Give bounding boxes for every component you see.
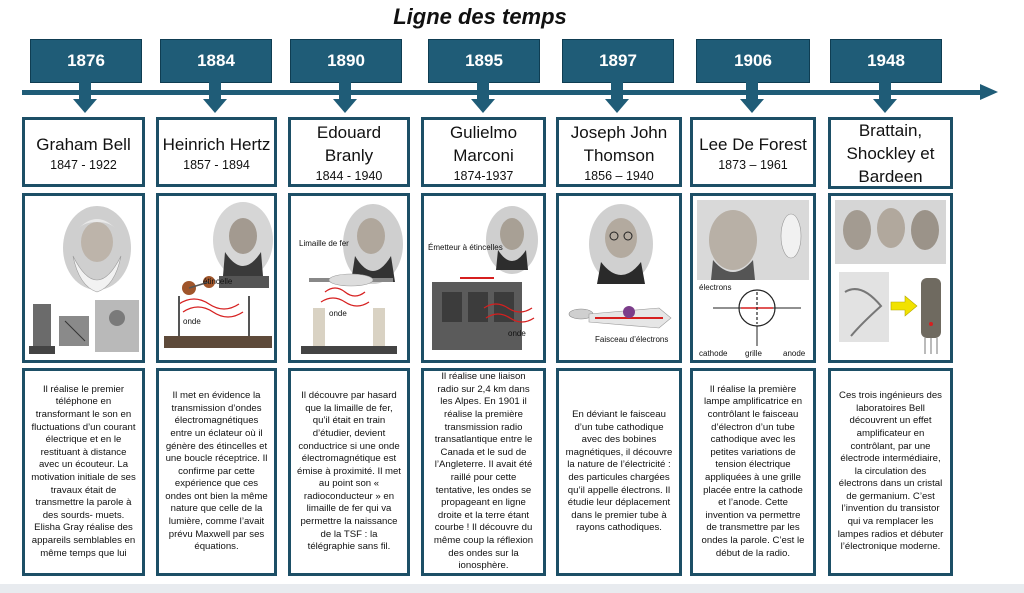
name-box (556, 117, 682, 187)
spark-gap-experiment-illustration (159, 196, 274, 360)
cathode-ray-tube-illustration (559, 196, 679, 360)
down-arrow-icon (611, 80, 623, 100)
transistor-illustration (831, 196, 950, 360)
illustration (828, 193, 953, 363)
inventor-dates: 1847 - 1922 (50, 157, 117, 172)
year-badge: 1948 (830, 39, 942, 83)
inventor-dates: 1844 - 1940 (315, 169, 383, 183)
inventor-name: Brattain, Shockley et Bardeen (846, 120, 935, 186)
label-electrons: électrons (699, 283, 732, 292)
inventor-name: Lee De Forest (699, 134, 807, 154)
year-badge: 1876 (30, 39, 142, 83)
timeline-axis (22, 90, 982, 95)
event-description: Il réalise la première lampe amplificatrice en contrôlant le faisceau d’électron d’un tube cathodique avec les petites variations de tension électrique appliquées à une grille placée entre la cathode et l’anode. Cette invention va permettre de transmettre par les ondes la parole. C’est le début de la radio. (701, 383, 805, 559)
year-badge: 1895 (428, 39, 540, 83)
name-box (156, 117, 277, 187)
down-arrow-icon (477, 80, 489, 100)
event-description: Ces trois ingénieurs des laboratoires Bell découvrent un effet amplificateur en contrôlant, par une électrode intermédiaire, la circulation des électrons dans un cristal de germanium. C’est l’invention du transistor qui va remplacer les lampes radios et débuter l’électronique moderne. (837, 390, 944, 553)
label-onde: onde (183, 317, 201, 326)
year-badge: 1906 (696, 39, 810, 83)
label-grille: grille (745, 349, 762, 358)
description-box (156, 368, 277, 576)
name-box (690, 117, 816, 187)
portrait-and-telephone-illustration (25, 196, 142, 360)
year-badge: 1890 (290, 39, 402, 83)
inventor-dates: 1857 - 1894 (183, 157, 250, 172)
inventor-name: Edouard Branly (316, 123, 382, 165)
event-description: Il réalise une liaison radio sur 2,4 km dans les Alpes. En 1901 il réalise la première transmission radio transatlantique entre le Canada et le sud de l’Angleterre. Il avait été raillé pour cette tentative, les ondes se propageant en ligne droite et la terre étant courbe ! Il découvre du même coup la réflexion des ondes sur la ionosphère. (433, 371, 534, 572)
label-onde: onde (329, 309, 347, 318)
inventor-name: Gulielmo Marconi (449, 123, 518, 165)
illustration (288, 193, 410, 363)
description-box (288, 368, 410, 576)
inventor-name: Heinrich Hertz (162, 134, 271, 154)
event-description: Il découvre par hasard que la limaille de fer, qu’il était en train d’étudier, devient conductrice si une onde électromagnétique est émise à proximité. Il met au point son « radioconducteur » en limaille de fer qui va permettre la naissance de la TSF : la télégraphie sans fil. (297, 390, 401, 553)
coherer-illustration (291, 196, 407, 360)
name-box (828, 117, 953, 189)
down-arrow-icon (339, 80, 351, 100)
description-box (556, 368, 682, 576)
label-cathode: cathode (699, 349, 728, 358)
label-onde: onde (508, 329, 526, 338)
label-faisceau-d-electrons: Faisceau d’électrons (595, 335, 669, 344)
timeline-arrow-head (980, 84, 998, 100)
description-box (690, 368, 816, 576)
inventor-name: Graham Bell (36, 134, 131, 154)
timeline-title: Ligne des temps (393, 4, 567, 29)
inventor-dates: 1874-1937 (453, 169, 514, 183)
triode-tube-illustration (693, 196, 813, 360)
illustration (156, 193, 277, 363)
inventor-dates: 1873 – 1961 (718, 157, 788, 172)
event-description: Il réalise le premier téléphone en transformant le son en fluctuations d’un courant électrique et en le restituant à distance avec un écouteur. La motivation initiale de ses travaux était de transmettre la parole à des sourds- muets. Elisha Gray réalise des appareils semblables en même temps que lui (31, 383, 136, 559)
illustration (556, 193, 682, 363)
spark-transmitter-illustration (424, 196, 543, 360)
name-box (22, 117, 145, 187)
label-emetteur-a-etincelles: Émetteur à étincelles (428, 243, 503, 252)
down-arrow-icon (879, 80, 891, 100)
label-anode: anode (783, 349, 806, 358)
name-box (288, 117, 410, 187)
down-arrow-icon (79, 80, 91, 100)
illustration (22, 193, 145, 363)
inventor-name: Joseph John Thomson (570, 123, 668, 165)
illustration (690, 193, 816, 363)
year-badge: 1884 (160, 39, 272, 83)
event-description: Il met en évidence la transmission d’ondes électromagnétiques entre un éclateur où il génère des étincelles et une boucle réceptrice. Il confirme par cette expérience que ces ondes ont bien la même nature que celle de la lumière, comme l’avait prévu Maxwell par ses équations. (165, 390, 268, 553)
name-box (421, 117, 546, 187)
label-limaille-de-fer: Limaille de fer (299, 239, 349, 248)
label-etincelle: étincelle (203, 277, 233, 286)
down-arrow-icon (746, 80, 758, 100)
footer-band (0, 584, 1024, 593)
inventor-dates: 1856 – 1940 (584, 169, 654, 183)
description-box (22, 368, 145, 576)
down-arrow-icon (209, 80, 221, 100)
year-badge: 1897 (562, 39, 674, 83)
event-description: En déviant le faisceau d’un tube cathodique avec des bobines magnétiques, il découvre la nature de l’électricité : des particules chargées qu’il appelle électrons. Il étudie leur déplacement dans le premier tube à rayons cathodiques. (565, 409, 673, 534)
illustration (421, 193, 546, 363)
description-box (421, 368, 546, 576)
description-box (828, 368, 953, 576)
